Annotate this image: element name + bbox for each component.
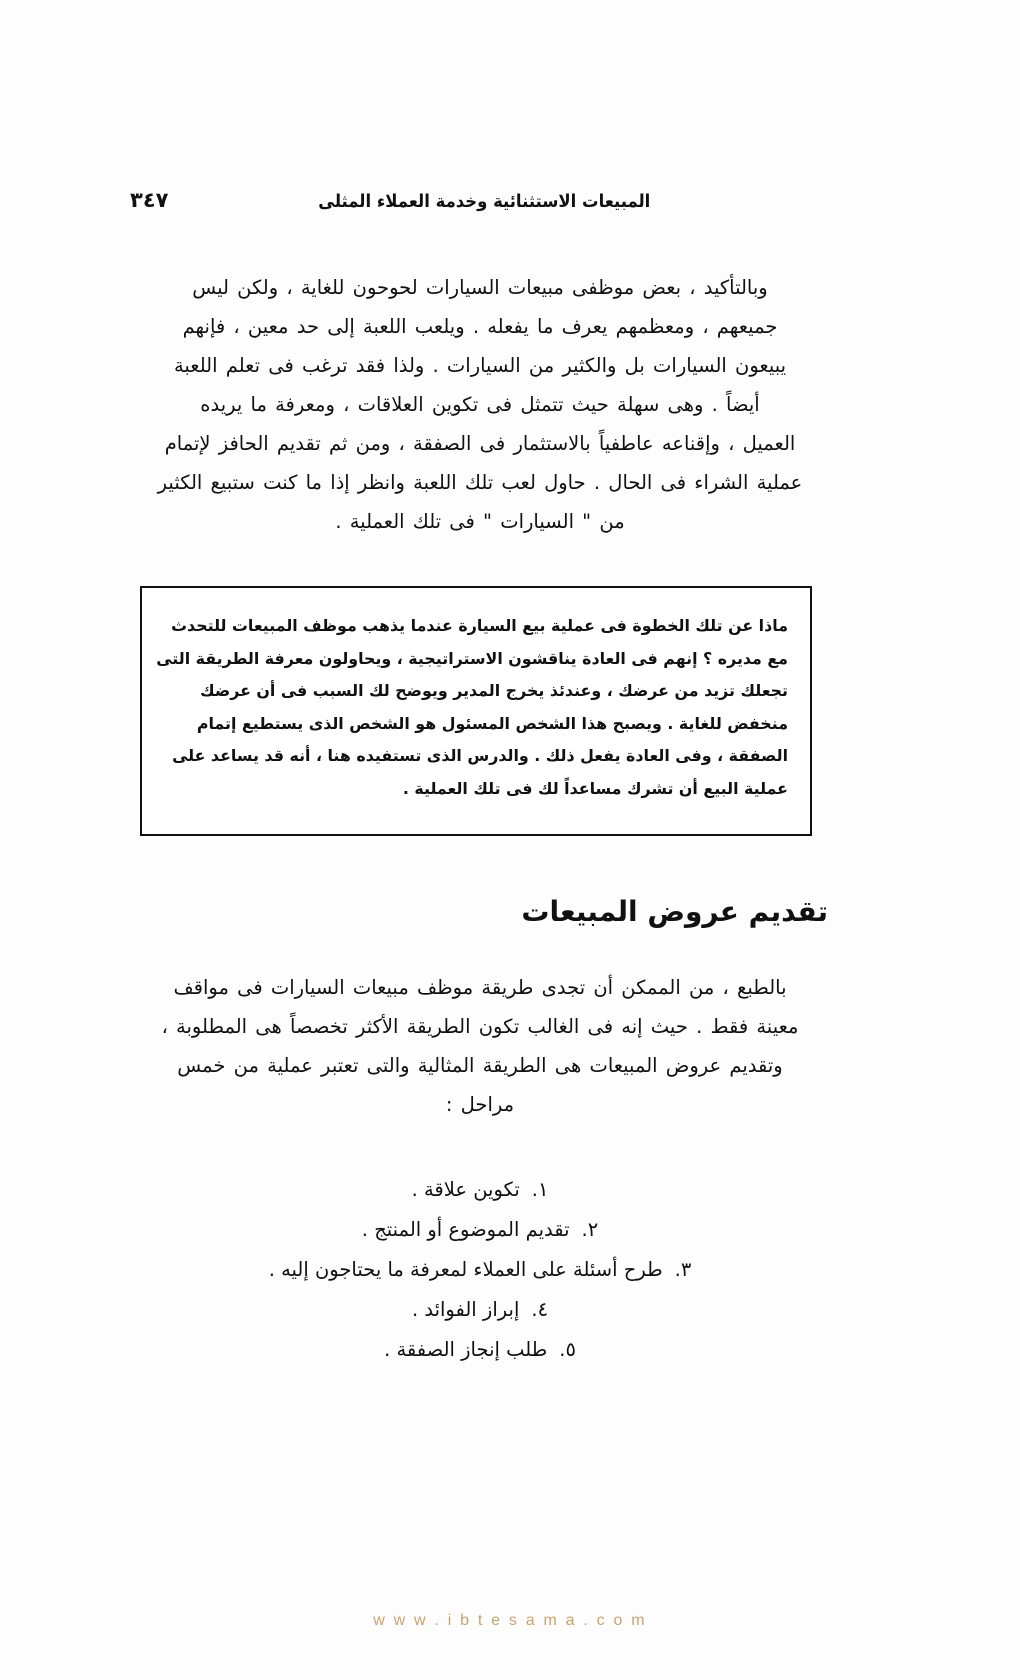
paragraph-line	[132, 1085, 828, 1124]
line-text: تجعلك تزيد من عرضك ، وعندئذ يخرج المدير ويوضح لك السبب فى أن عرضك	[200, 681, 789, 700]
callout-line	[156, 643, 789, 676]
numbered-list	[132, 1170, 828, 1370]
line-text: عملية الشراء فى الحال . حاول لعب تلك اللعبة وانظر إذا ما كنت ستبيع الكثير	[157, 471, 803, 494]
line-text: مع مديره ؟ إنهم فى العادة يناقشون الاستراتيجية ، ويحاولون معرفة الطريقة التى	[156, 648, 789, 668]
paragraph-line	[132, 385, 828, 424]
page-number: ٣٤٧	[130, 188, 169, 212]
running-header	[130, 178, 650, 212]
footer-watermark: w w w . i b t e s a m a . c o m	[373, 1612, 647, 1629]
line-text: أيضاً . وهى سهلة حيث تتمثل فى تكوين العلاقات ، ومعرفة ما يريده	[200, 393, 760, 416]
list-marker: ٣.	[674, 1258, 692, 1281]
list-item	[132, 1290, 828, 1330]
list-item-text: تقديم الموضوع أو المنتج .	[361, 1218, 570, 1241]
line-text: وبالتأكيد ، بعض موظفى مبيعات السيارات لحوحون للغاية ، ولكن ليس	[192, 276, 768, 299]
paragraph-line	[132, 346, 828, 385]
callout-line	[170, 610, 788, 643]
paragraph-line	[132, 307, 828, 346]
paragraph-line	[132, 502, 828, 541]
line-text: العميل ، وإقناعه عاطفياً بالاستثمار فى الصفقة ، ومن ثم تقديم الحافز لإتمام	[164, 432, 796, 455]
paragraph-line	[132, 268, 828, 307]
callout-line	[170, 773, 788, 806]
list-marker: ١.	[531, 1178, 549, 1201]
line-text: الصفقة ، وفى العادة يفعل ذلك . والدرس الذى تستفيده هنا ، أنه قد يساعد على	[172, 746, 788, 765]
header-title: المبيعات الاستثنائية وخدمة العملاء المثلى	[317, 192, 650, 212]
paragraph-line	[132, 968, 828, 1007]
callout-box	[140, 586, 812, 836]
list-item	[132, 1170, 828, 1210]
list-item-text: طلب إنجاز الصفقة .	[384, 1338, 548, 1361]
list-marker: ٢.	[581, 1218, 599, 1241]
paragraph-two	[132, 968, 828, 1124]
line-text: جميعهم ، ومعظمهم يعرف ما يفعله . ويلعب اللعبة إلى حد معين ، فإنهم	[182, 315, 778, 338]
paragraph-one	[132, 268, 828, 541]
list-item	[132, 1250, 828, 1290]
paragraph-line	[132, 1046, 828, 1085]
line-text: معينة فقط . حيث إنه فى الغالب تكون الطريقة الأكثر تخصصاً هى المطلوبة ،	[161, 1015, 799, 1038]
list-item-text: إبراز الفوائد .	[411, 1298, 520, 1321]
paragraph-line	[132, 1007, 828, 1046]
section-heading: تقديم عروض المبيعات	[521, 895, 828, 928]
line-text: منخفض للغاية . ويصبح هذا الشخص المسئول هو الشخص الذى يستطيع إتمام	[196, 713, 789, 733]
list-item-text: تكوين علاقة .	[411, 1178, 520, 1201]
line-text: بالطبع ، من الممكن أن تجدى طريقة موظف مبيعات السيارات فى مواقف	[173, 976, 787, 999]
callout-text	[142, 588, 810, 805]
line-text: مراحل :	[445, 1093, 515, 1116]
list-item-text: طرح أسئلة على العملاء لمعرفة ما يحتاجون إليه .	[268, 1258, 663, 1281]
callout-line	[170, 708, 788, 741]
list-marker: ٤.	[531, 1298, 549, 1321]
line-text: من " السيارات " فى تلك العملية .	[335, 510, 625, 533]
paragraph-line	[132, 463, 828, 502]
line-text: عملية البيع أن تشرك مساعداً لك فى تلك العملية .	[402, 778, 788, 798]
callout-line	[170, 740, 788, 773]
list-item	[132, 1330, 828, 1370]
paragraph-line	[132, 424, 828, 463]
callout-line	[170, 675, 788, 708]
list-item	[132, 1210, 828, 1250]
line-text: وتقديم عروض المبيعات هى الطريقة المثالية والتى تعتبر عملية من خمس	[177, 1054, 783, 1077]
line-text: ماذا عن تلك الخطوة فى عملية بيع السيارة عندما يذهب موظف المبيعات للتحدث	[171, 616, 788, 635]
line-text: يبيعون السيارات بل والكثير من السيارات . ولذا فقد ترغب فى تعلم اللعبة	[173, 354, 787, 377]
list-marker: ٥.	[559, 1338, 576, 1361]
